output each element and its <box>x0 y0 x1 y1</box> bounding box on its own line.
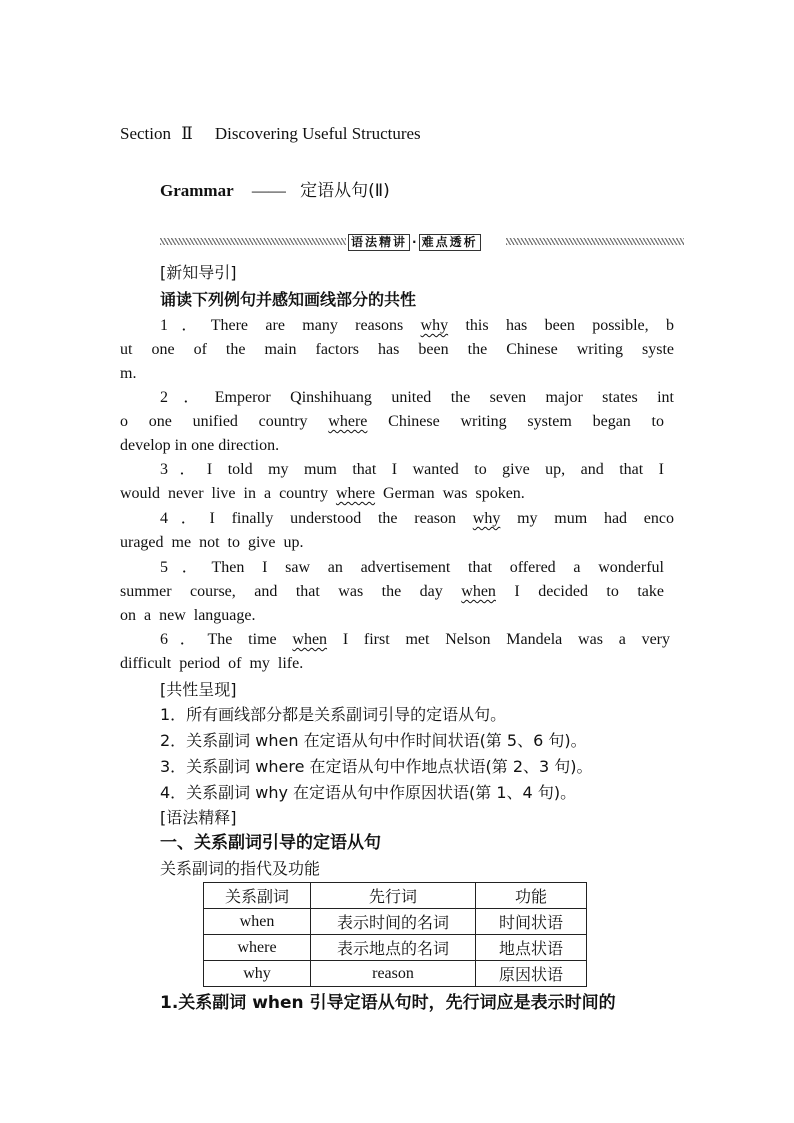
table-cell: 时间状语 <box>476 909 587 935</box>
banner-label-right: 难点透析 <box>419 234 481 251</box>
example-4-line-2: uraged me not to give up. <box>120 534 304 551</box>
common-heading: [共性呈现] <box>160 680 237 699</box>
example-5-line-3: on a new language. <box>120 607 256 624</box>
common-item-1: 1．所有画线部分都是关系副词引导的定语从句。 <box>160 705 507 724</box>
table-header: 关系副词 <box>204 883 311 909</box>
relative-adverb-table <box>203 882 587 987</box>
banner-stripe-left <box>160 238 346 245</box>
grammar-topic: 定语从句(Ⅱ) <box>300 181 390 201</box>
example-3-line-2: would never live in a country where German was spoken. <box>120 485 525 502</box>
table-header-row <box>204 883 587 909</box>
table-row <box>204 935 587 961</box>
underlined-when: when <box>461 583 496 600</box>
table-cell: reason <box>311 961 476 987</box>
table-cell: 表示时间的名词 <box>311 909 476 935</box>
banner-label-left: 语法精讲 <box>348 234 410 251</box>
example-4-line-1: 4．I finally understood the reason why my mum had enco <box>160 510 674 527</box>
section-name: Discovering Useful Structures <box>214 124 421 143</box>
underlined-where: where <box>335 485 376 502</box>
underlined-why: why <box>420 317 449 334</box>
example-6-line-1: 6．The time when I first met Nelson Mandela was a very <box>160 631 670 648</box>
example-2-line-1: 2．Emperor Qinshihuang united the seven major states int <box>160 389 674 406</box>
table-row <box>204 961 587 987</box>
grammar-heading: [语法精释] <box>160 808 237 827</box>
grammar-section-1: 一、关系副词引导的定语从句 <box>160 833 381 853</box>
common-item-2: 2．关系副词 when 在定语从句中作时间状语(第 5、6 句)。 <box>160 731 587 750</box>
example-2-line-2: o one unified country where Chinese writing system began to <box>120 413 664 430</box>
example-6-line-2: difficult period of my life. <box>120 655 304 672</box>
example-3-line-1: 3．I told my mum that I wanted to give up, and that I <box>160 461 664 478</box>
section-label: Section <box>120 124 171 143</box>
table-cell: 地点状语 <box>476 935 587 961</box>
table-header: 功能 <box>476 883 587 909</box>
table-cell: when <box>204 909 311 935</box>
table-cell: where <box>204 935 311 961</box>
table-header: 先行词 <box>311 883 476 909</box>
table-cell: why <box>204 961 311 987</box>
section-banner <box>160 233 684 251</box>
example-2-line-3: develop in one direction. <box>120 437 280 454</box>
table-cell: 原因状语 <box>476 961 587 987</box>
section-number: Ⅱ <box>181 124 193 143</box>
table-cell: 表示地点的名词 <box>311 935 476 961</box>
banner-dot: · <box>412 235 417 249</box>
banner-tag <box>348 233 481 251</box>
underlined-when: when <box>292 631 328 648</box>
dash: —— <box>251 181 286 200</box>
example-1-line-2: ut one of the main factors has been the Chinese writing syste <box>120 341 674 358</box>
section-title <box>120 124 421 144</box>
example-5-line-2: summer course, and that was the day when I decided to take <box>120 583 664 600</box>
grammar-subtitle <box>160 176 390 201</box>
underlined-why: why <box>472 510 501 527</box>
intro-instruction: 诵读下列例句并感知画线部分的共性 <box>160 290 417 309</box>
common-item-3: 3．关系副词 where 在定语从句中作地点状语(第 2、3 句)。 <box>160 757 593 776</box>
grammar-point-1: 1.关系副词 when 引导定语从句时，先行词应是表示时间的 <box>160 993 616 1013</box>
common-item-4: 4．关系副词 why 在定语从句中作原因状语(第 1、4 句)。 <box>160 783 577 802</box>
example-1-line-3: m. <box>120 365 137 382</box>
example-5-line-1: 5．Then I saw an advertisement that offered a wonderful <box>160 559 664 576</box>
underlined-where: where <box>328 413 368 430</box>
table-row <box>204 909 587 935</box>
table-caption: 关系副词的指代及功能 <box>160 859 321 878</box>
intro-heading: [新知导引] <box>160 263 237 282</box>
banner-stripe-right <box>506 238 684 245</box>
grammar-label: Grammar <box>160 181 234 200</box>
example-1-line-1: 1．There are many reasons why this has been possible, b <box>160 317 675 334</box>
